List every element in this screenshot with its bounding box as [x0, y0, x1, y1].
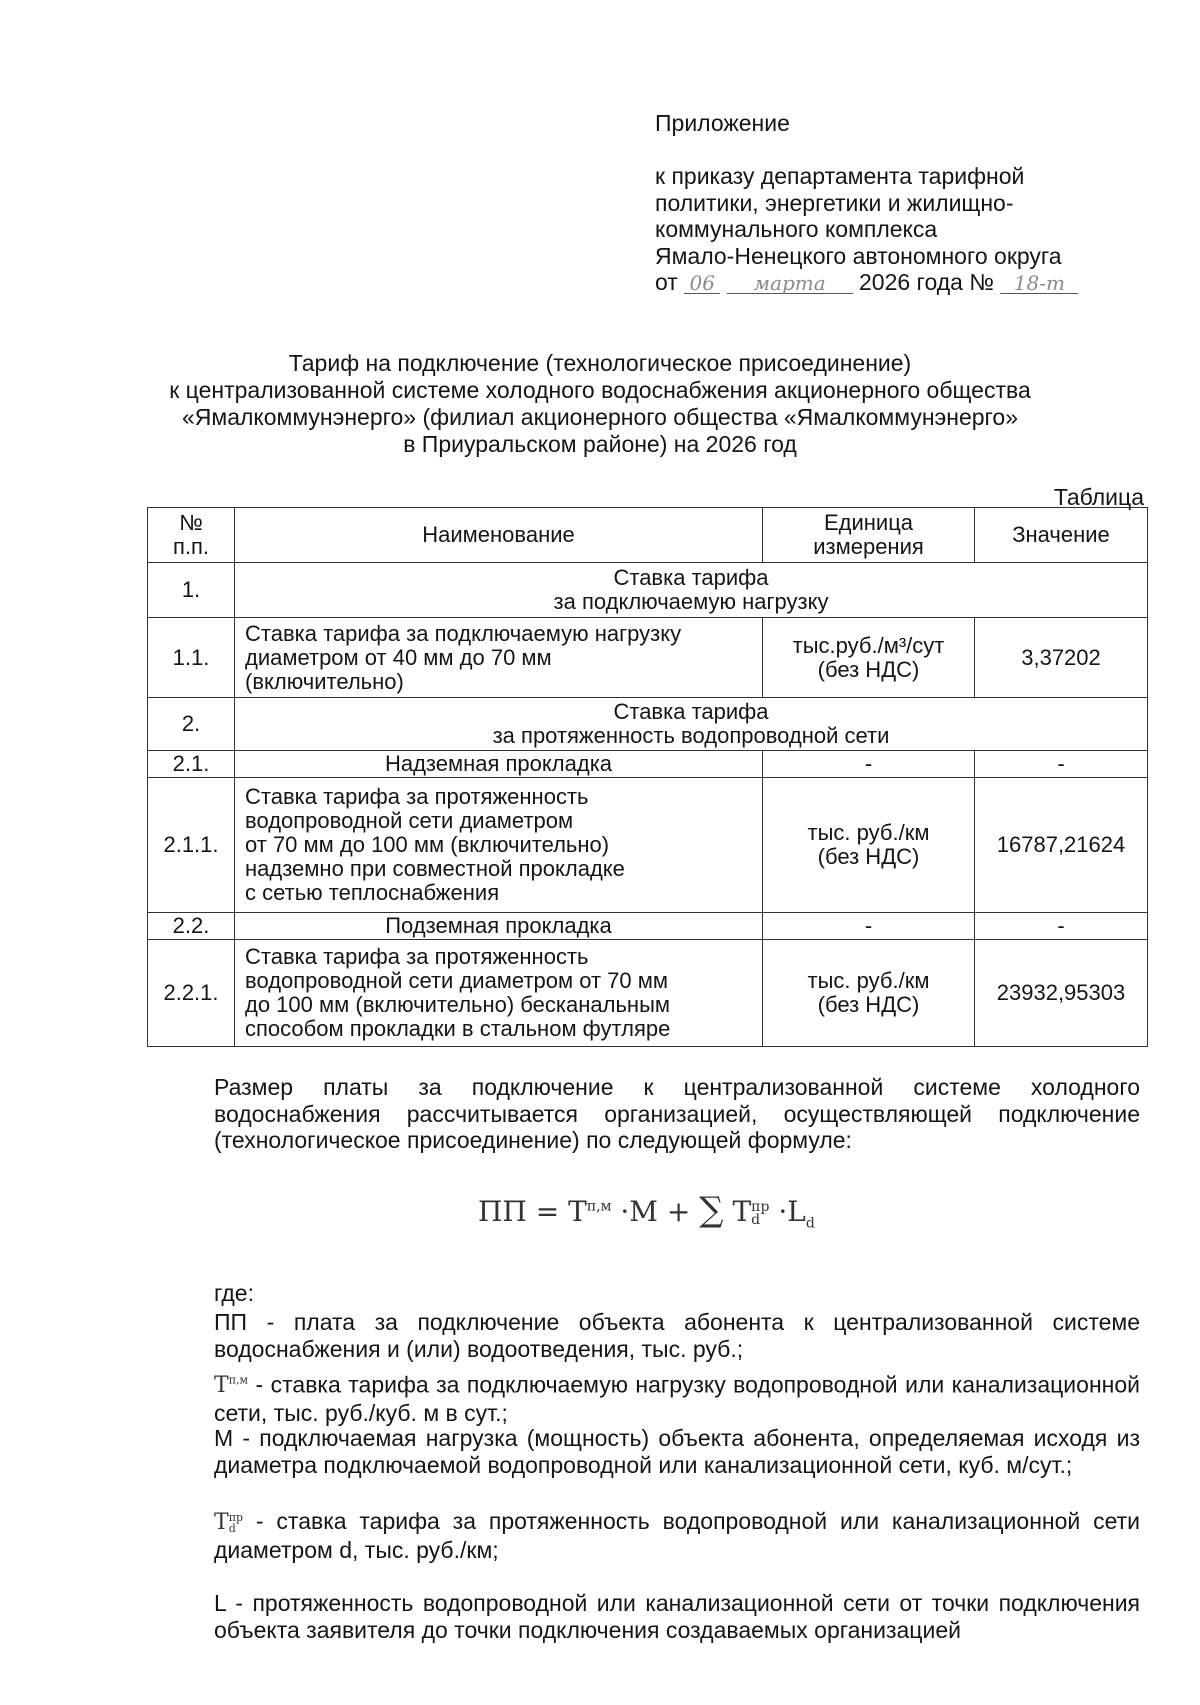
row-num: 1.: [148, 563, 235, 618]
table-caption: Таблица: [1053, 484, 1144, 510]
formula-t: Т: [568, 1195, 587, 1228]
header-num: № п.п.: [148, 508, 235, 563]
symbol-tpr: Т пр d: [214, 1510, 244, 1535]
tariff-table: [147, 507, 1148, 1047]
row-unit: -: [763, 913, 975, 940]
document-title: [100, 350, 1100, 458]
row-num: 2.1.: [148, 751, 235, 778]
formula-t2: Т: [732, 1195, 752, 1228]
title-line: Тариф на подключение (технологическое присоединение): [288, 350, 912, 376]
header-value: Значение: [975, 508, 1148, 563]
row-value: 23932,95303: [975, 940, 1148, 1047]
order-number-handwritten: 18-т: [1000, 273, 1078, 294]
appendix-line: к приказу департамента тарифной: [655, 163, 1025, 189]
formula-sum: ∑: [699, 1190, 724, 1230]
table-row: [148, 751, 1148, 778]
row-num: 1.1.: [148, 618, 235, 698]
appendix-heading: Приложение: [655, 110, 790, 136]
appendix-line: политики, энергетики и жилищно-: [655, 189, 1014, 216]
formula-plus: +: [666, 1195, 691, 1228]
row-value: 3,37202: [975, 618, 1148, 698]
formula-m: ·М: [620, 1195, 658, 1228]
row-num: 2.1.1.: [148, 778, 235, 913]
formula-l: ·L: [778, 1195, 806, 1228]
table-row: [148, 913, 1148, 940]
row-value: -: [975, 751, 1148, 778]
row-value: 16787,21624: [975, 778, 1148, 913]
definition-l: L - протяженность водопроводной или канализационной сети от точки подключения объекта заявителя до точки подключения создаваемых организацией: [214, 1590, 1140, 1643]
definition-m: М - подключаемая нагрузка (мощность) объекта абонента, определяемая исходя из диаметра подключаемой водопроводной или канализационной сети, куб. м/сут.;: [214, 1425, 1140, 1478]
row-unit: тыс.руб./м³/сут (без НДС): [763, 618, 975, 698]
row-name: Ставка тарифа за протяженность водопроводной сети диаметром от 70 мм до 100 мм (включительно) бесканальным способом прокладки в стальном футляре: [235, 940, 763, 1047]
row-unit: тыс. руб./км (без НДС): [763, 778, 975, 913]
appendix-date-line: [655, 269, 1078, 296]
formula-t-sup: п,м: [586, 1198, 612, 1215]
appendix-line: коммунального комплекса: [655, 216, 938, 242]
row-name: Ставка тарифа за протяженность водопроводной сети диаметром от 70 мм до 100 мм (включительно) надземно при совместной прокладке с сетью теплоснабжения: [235, 778, 763, 913]
row-unit: -: [763, 751, 975, 778]
definition-tpr: Т пр d - ставка тарифа за протяженность водопроводной или канализационной сети диаметром d, тыс. руб./км;: [214, 1508, 1140, 1563]
formula-t2-sub: d: [751, 1211, 761, 1228]
table-row: [148, 698, 1148, 751]
row-name: Надземная прокладка: [235, 751, 763, 778]
date-suffix: 2026 года №: [859, 269, 995, 295]
row-unit: тыс. руб./км (без НДС): [763, 940, 975, 1047]
intro-paragraph: Размер платы за подключение к централизованной системе холодного водоснабжения рассчитывается организацией, осуществляющей подключение (технологическое присоединение) по следующей формуле:: [214, 1074, 1140, 1153]
row-name: Подземная прокладка: [235, 913, 763, 940]
row-name: Ставка тарифа за подключаемую нагрузку диаметром от 40 мм до 70 мм (включительно): [235, 618, 763, 698]
row-num: 2.: [148, 698, 235, 751]
row-value: -: [975, 913, 1148, 940]
formula-t2-sup: пр: [751, 1198, 770, 1215]
title-line: к централизованной системе холодного водоснабжения акционерного общества: [169, 377, 1031, 403]
symbol-tpm: $Т^{п,м}$: [214, 1373, 249, 1399]
header-unit: Единица измерения: [763, 508, 975, 563]
definition-tpm: $Т^{п,м}$ - ставка тарифа за подключаемую нагрузку водопроводной или канализационной сети, тыс. руб./куб. м в сут.;: [214, 1371, 1140, 1426]
table-row: [148, 778, 1148, 913]
formula-l-sub: d: [805, 1215, 815, 1232]
definition-pp: ПП - плата за подключение объекта абонента к централизованной системе водоснабжения и (или) водоотведения, тыс. руб.;: [214, 1309, 1140, 1362]
date-month-handwritten: марта: [727, 273, 853, 294]
formula-lhs: ПП: [478, 1195, 527, 1228]
row-num: 2.2.1.: [148, 940, 235, 1047]
date-day-handwritten: 06: [684, 273, 720, 294]
table-header-row: [148, 508, 1148, 563]
appendix-reference: [655, 163, 1078, 296]
row-num: 2.2.: [148, 913, 235, 940]
table-row: [148, 940, 1148, 1047]
where-label: где:: [214, 1280, 254, 1306]
formula-eq: =: [535, 1195, 560, 1228]
header-name: Наименование: [235, 508, 763, 563]
date-prefix: от: [655, 269, 678, 295]
section-title: Ставка тарифа за протяженность водопроводной сети: [235, 698, 1148, 751]
table-row: [148, 563, 1148, 618]
appendix-line: Ямало-Ненецкого автономного округа: [655, 242, 1062, 269]
table-row: [148, 618, 1148, 698]
title-line: в Приуральском районе) на 2026 год: [403, 431, 797, 457]
title-line: «Ямалкоммунэнерго» (филиал акционерного общества «Ямалкоммунэнерго»: [181, 404, 1019, 430]
formula: [478, 1190, 815, 1232]
section-title: Ставка тарифа за подключаемую нагрузку: [235, 563, 1148, 618]
